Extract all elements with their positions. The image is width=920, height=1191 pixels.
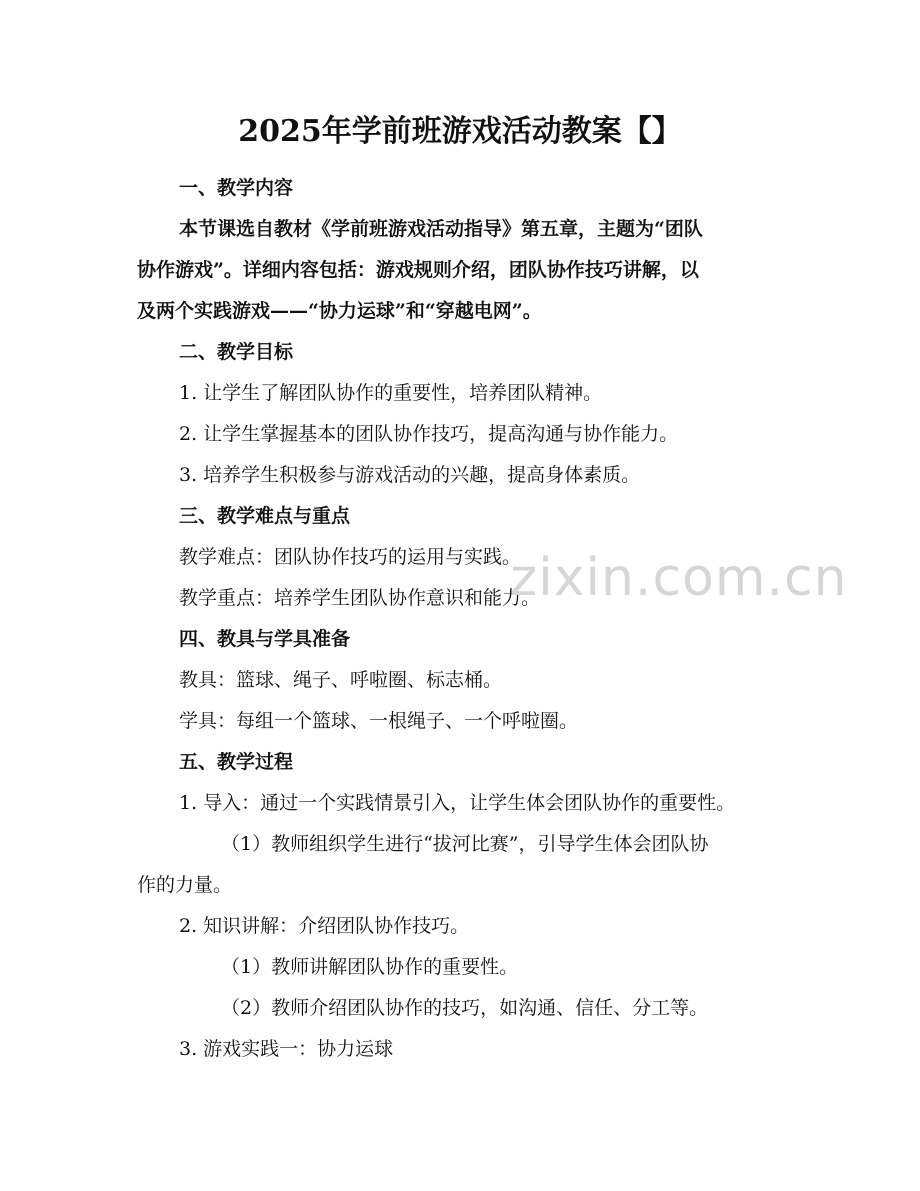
content-paragraph-line: 及两个实践游戏——“协力运球”和“穿越电网”。: [137, 300, 542, 322]
focus-text: 教学重点：培养学生团队协作意识和能力。: [179, 587, 541, 609]
watermark: zixin.com.cn: [510, 548, 848, 608]
content-paragraph-line: 协作游戏”。详细内容包括：游戏规则介绍，团队协作技巧讲解，以: [137, 259, 699, 281]
objective-item: 3. 培养学生积极参与游戏活动的兴趣，提高身体素质。: [179, 464, 641, 486]
content-paragraph-line: 本节课选自教材《学前班游戏活动指导》第五章，主题为“团队: [179, 218, 703, 240]
objective-item: 1. 让学生了解团队协作的重要性，培养团队精神。: [179, 382, 603, 404]
process-step: 3. 游戏实践一：协力运球: [179, 1038, 394, 1060]
process-substep: （2）教师介绍团队协作的技巧，如沟通、信任、分工等。: [221, 997, 709, 1019]
section-heading-content: 一、教学内容: [179, 177, 294, 199]
process-step: 2. 知识讲解：介绍团队协作技巧。: [179, 915, 470, 937]
section-heading-difficulty-focus: 三、教学难点与重点: [179, 505, 351, 527]
teacher-tools-text: 教具：篮球、绳子、呼啦圈、标志桶。: [179, 669, 503, 691]
difficulty-text: 教学难点：团队协作技巧的运用与实践。: [179, 546, 522, 568]
process-substep-continued: 作的力量。: [137, 874, 233, 896]
process-substep: （1）教师讲解团队协作的重要性。: [221, 956, 519, 978]
process-substep: （1）教师组织学生进行“拔河比赛”，引导学生体会团队协: [221, 833, 709, 855]
student-tools-text: 学具：每组一个篮球、一根绳子、一个呼啦圈。: [179, 710, 579, 732]
objective-item: 2. 让学生掌握基本的团队协作技巧，提高沟通与协作能力。: [179, 423, 679, 445]
section-heading-objectives: 二、教学目标: [179, 341, 294, 363]
process-step: 1. 导入：通过一个实践情景引入，让学生体会团队协作的重要性。: [179, 792, 736, 814]
section-heading-process: 五、教学过程: [179, 751, 294, 773]
section-heading-materials: 四、教具与学具准备: [179, 628, 351, 650]
document-title: 2025年学前班游戏活动教案【】: [238, 114, 682, 149]
